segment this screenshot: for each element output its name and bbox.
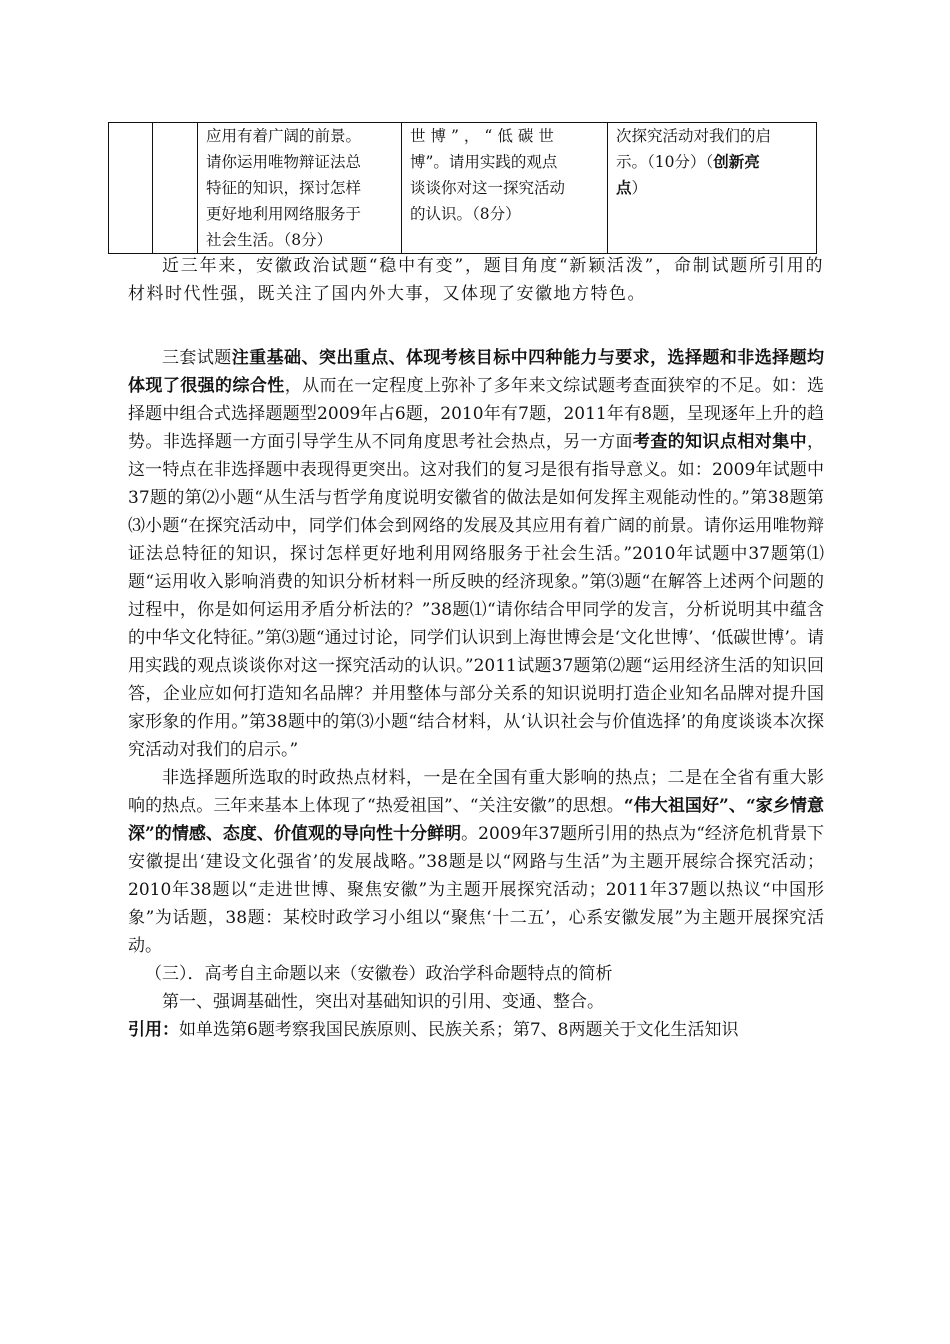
cell-line: [616, 175, 812, 201]
body-block-1: [128, 252, 824, 308]
cell-line: 特征的知识，探讨怎样: [206, 179, 362, 197]
table-cell-empty-2: [153, 123, 198, 254]
bold-emphasis: 引用：: [128, 1020, 179, 1040]
innovation-highlight: 创新亮: [713, 152, 760, 171]
cell-text: ）: [631, 179, 648, 197]
cell-text: 示。（10分）（: [616, 153, 714, 171]
cell-line: 世博”，“低碳世: [410, 127, 559, 145]
table-cell-question-2011: [608, 123, 817, 254]
table-cell-question-2010: [402, 123, 608, 254]
text-run: 三套试题: [162, 348, 232, 368]
cell-line: 更好地利用网络服务于: [206, 205, 362, 223]
table-cell-question-2009: [198, 123, 402, 254]
cell-line: 应用有着广阔的前景。: [206, 127, 362, 145]
text-run: 非选择题所选取的时政热点材料，一是在全国有重大影响的热点；二是在全省有重大影响的热点。三年来基本上体现了“热爱祖国”、“关注安徽”的思想。: [128, 768, 824, 816]
innovation-highlight: 点: [616, 178, 632, 197]
text-run: ，从而在一定程度上弥补了多年来文综试题考查面狭窄的不足。如：选择题中组合式选择题题型2009年占6题，2010年有7题，2011年有8题，呈现逐年上升的趋势。非选择题一方面引导学生从不同角度思考社会热点，另一方面: [128, 376, 825, 452]
text-run: ，这一特点在非选择题中表现得更突出。这对我们的复习是很有指导意义。如：2009年试题中37题的第⑵小题“从生活与哲学角度说明安徽省的做法是如何发挥主观能动性的。”第38题第⑶小题“在探究活动中，同学们体会到网络的发展及其应用有着广阔的前景。请你运用唯物辩证法总特征的知识，探讨怎样更好地利用网络服务于社会生活。”2010年试题中37题第⑴题“运用收入影响消费的知识分析材料一所反映的经济现象。”第⑶题“在解答上述两个问题的过程中，你是如何运用矛盾分析法的？”38题⑴“请你结合甲同学的发言，分析说明其中蕴含的中华文化特征。”第⑶题“通过讨论，同学们认识到上海世博会是‘文化世博’、‘低碳世博’。请用实践的观点谈谈你对这一探究活动的认识。”2011试题37题第⑵题“运用经济生活的知识回答，企业应如何打造知名品牌？并用整体与部分关系的知识说明打造企业知名品牌对提升国家形象的作用。”第38题中的第⑶小题“结合材料，从‘认识社会与价值选择’的角度谈谈本次探究活动对我们的启示。”: [128, 432, 825, 760]
body-block-2: [128, 344, 824, 1044]
text-run: 如单选第6题考察我国民族原则、民族关系；第7、8两题关于文化生活知识: [179, 1020, 739, 1040]
paragraph-intro: 近三年来，安徽政治试题“稳中有变”，题目角度“新颖活泼”，命制试题所引用的材料时代性强，既关注了国内外大事，又体现了安徽地方特色。: [128, 256, 824, 304]
cell-line: 的认识。（8分）: [410, 205, 521, 223]
cell-line: 请你运用唯物辩证法总: [206, 153, 362, 171]
section-heading-three: （三）．高考自主命题以来（安徽卷）政治学科命题特点的简析: [145, 964, 613, 984]
bold-emphasis: 考查的知识点相对集中: [632, 432, 808, 452]
paragraph-citation: [128, 1016, 824, 1044]
text-run: 。2009年37题所引用的热点为“经济危机背景下安徽提出‘建设文化强省’的发展战略。”38题是以“网路与生活”为主题开展综合探究活动；2010年38题以“走进世博、聚焦安徽”为主题开展探究活动；2011年37题以热议“中国形象”为话题，38题：某校时政学习小组以“聚焦‘十二五’，心系安徽发展”为主题开展探究活动。: [128, 824, 824, 956]
bold-emphasis: “伟大祖国好”、“家乡情意深”的情感、态度、价值观的导向性十分鲜明: [128, 796, 825, 844]
bold-emphasis: 注重基础、突出重点、体现考核目标中四种能力与要求，选择题和非选择题均体现了很强的综合性: [128, 348, 825, 396]
cell-line: 次探究活动对我们的启: [616, 127, 772, 145]
cell-line: 博”。请用实践的观点: [410, 153, 558, 171]
table-row: [109, 123, 817, 254]
cell-line: 谈谈你对这一探究活动: [410, 179, 566, 197]
cell-line: 社会生活。（8分）: [206, 231, 333, 249]
question-table-fragment: [108, 122, 817, 254]
table-cell-empty-1: [109, 123, 153, 254]
paragraph-hot-topics: [128, 764, 824, 960]
point-heading-first: 第一、强调基础性，突出对基础知识的引用、变通、整合。: [162, 992, 604, 1012]
cell-line: [616, 149, 812, 175]
paragraph-three-sets: [128, 344, 824, 764]
